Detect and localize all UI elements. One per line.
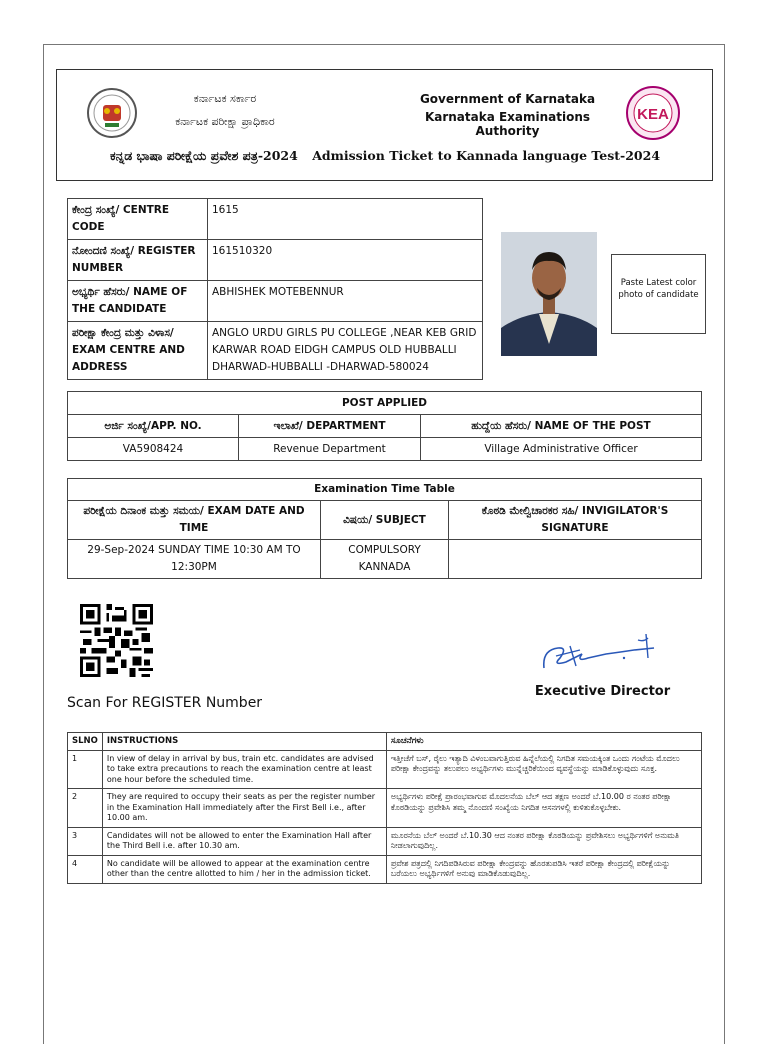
instruction-kannada: ಪ್ರವೇಶ ಪತ್ರದಲ್ಲಿ ನಿಗದಿಪಡಿಸಿರುವ ಪರೀಕ್ಷಾ ಕೇಂದ್ರವನ್ನು ಹೊರತುಪಡಿಸಿ ಇತರೆ ಪರೀಕ್ಷಾ ಕೇಂದ್ರದಲ್ಲಿ ಪರೀಕ್ಷೆಯನ್ನು ಬರೆಯಲು ಅಭ್ಯರ್ಥಿಗಳಿಗೆ ಅನುವು ಮಾಡಿಕೊಡುವುದಿಲ್ಲ. <box>386 855 701 883</box>
instructions-table <box>67 732 702 884</box>
exam-timetable-title: Examination Time Table <box>68 479 702 501</box>
instruction-english: No candidate will be allowed to appear at the examination centre other than the centre allotted to him / her in the admission ticket. <box>102 855 386 883</box>
table-row <box>68 501 702 540</box>
ticket-title-kannada: ಕನ್ನಡ ಭಾಷಾ ಪರೀಕ್ಷೆಯ ಪ್ರವೇಶ ಪತ್ರ-2024 <box>109 148 298 163</box>
exam-date-header: ಪರೀಕ್ಷೆಯ ದಿನಾಂಕ ಮತ್ತು ಸಮಯ/ EXAM DATE AND TIME <box>68 501 321 540</box>
instruction-number: 2 <box>68 789 103 828</box>
instruction-english: Candidates will not be allowed to enter the Examination Hall after the Third Bell i.e. after 10.30 am. <box>102 827 386 855</box>
centre-code-label: ಕೇಂದ್ರ ಸಂಖ್ಯೆ/ CENTRE CODE <box>68 199 208 240</box>
table-row <box>68 322 483 380</box>
post-applied-table <box>67 391 702 461</box>
qr-caption: Scan For REGISTER Number <box>67 695 263 711</box>
exam-timetable <box>67 478 702 579</box>
exam-centre-label: ಪರೀಕ್ಷಾ ಕೇಂದ್ರ ಮತ್ತು ವಿಳಾಸ/ EXAM CENTRE AND ADDRESS <box>68 322 208 380</box>
candidate-name-label: ಅಭ್ಯರ್ಥಿ ಹೆಸರು/ NAME OF THE CANDIDATE <box>68 281 208 322</box>
table-row <box>68 199 483 240</box>
table-row <box>68 540 702 579</box>
table-row <box>68 827 702 855</box>
ticket-title-english: Admission Ticket to Kannada language Test-2024 <box>312 148 661 163</box>
table-row <box>68 750 702 789</box>
exam-date-value: 29-Sep-2024 SUNDAY TIME 10:30 AM TO 12:30PM <box>68 540 321 579</box>
instructions-kannada-header: ಸೂಚನೆಗಳು <box>386 733 701 751</box>
instruction-kannada: ಅಭ್ಯರ್ಥಿಗಳು ಪರೀಕ್ಷೆ ಪ್ರಾರಂಭವಾಗುವ ಮೊದಲನೆಯ ಬೆಲ್ ಆದ ತಕ್ಷಣ ಅಂದರೆ ಬೆ.10.00 ರ ನಂತರ ಪರೀಕ್ಷಾ ಕೊಠಡಿಯನ್ನು ಪ್ರವೇಶಿಸಿ ತಮ್ಮ ನೊಂದಣಿ ಸಂಖ್ಯೆಯ ನಿಗದಿತ ಆಸನಗಳಲ್ಲಿ ಕುಳಿತುಕೊಳ್ಳಬೇಕು. <box>386 789 701 828</box>
instruction-english: They are required to occupy their seats as per the register number in the Examination Hall immediately after the First Bell i.e., after 10.00 am. <box>102 789 386 828</box>
table-row <box>68 855 702 883</box>
instruction-number: 1 <box>68 750 103 789</box>
instructions-header: INSTRUCTIONS <box>102 733 386 751</box>
app-no-value: VA5908424 <box>68 438 239 461</box>
government-seal-icon <box>86 87 138 139</box>
photo-placeholder: Paste Latest color photo of candidate <box>611 254 706 334</box>
exam-centre-value: ANGLO URDU GIRLS PU COLLEGE ,NEAR KEB GRID KARWAR ROAD EIDGH CAMPUS OLD HUBBALLI DHARWAD-HUBBALLI -DHARWAD-580024 <box>208 322 483 380</box>
post-name-value: Village Administrative Officer <box>421 438 702 461</box>
table-row <box>68 240 483 281</box>
table-row <box>68 415 702 438</box>
candidate-name-value: ABHISHEK MOTEBENNUR <box>208 281 483 322</box>
post-applied-title: POST APPLIED <box>68 392 702 415</box>
table-row <box>68 789 702 828</box>
kea-logo-text: KEA <box>637 106 669 123</box>
register-number-label: ನೋಂದಣಿ ಸಂಖ್ಯೆ/ REGISTER NUMBER <box>68 240 208 281</box>
candidate-photo <box>501 232 597 356</box>
instruction-english: In view of delay in arrival by bus, train etc. candidates are advised to take extra precautions to reach the examination centre at least one hour before the scheduled time. <box>102 750 386 789</box>
instruction-kannada: ಇತ್ತೀಚೆಗೆ ಬಸ್, ರೈಲು ಇತ್ಯಾದಿ ವಿಳಂಬವಾಗುತ್ತಿರುವ ಹಿನ್ನೆಲೆಯಲ್ಲಿ ನಿಗದಿತ ಸಮಯಕ್ಕಿಂತ ಒಂದು ಗಂಟೆಯ ಮೊದಲು ಪರೀಕ್ಷಾ ಕೇಂದ್ರವನ್ನು ತಲುಪಲು ಅಭ್ಯರ್ಥಿಗಳು ಮುನ್ನೆಚ್ಚರಿಕೆಯಿಂದ ವ್ಯವಸ್ಥೆಯನ್ನು ಮಾಡಿಕೊಳ್ಳುವುದು ಸೂಕ್ತ. <box>386 750 701 789</box>
department-header: ಇಲಾಖೆ/ DEPARTMENT <box>239 415 421 438</box>
header-government: Government of Karnataka <box>419 92 596 106</box>
header-kannada-government: ಕರ್ನಾಟಕ ಸರ್ಕಾರ <box>193 92 257 105</box>
subject-header: ವಿಷಯ/ SUBJECT <box>321 501 449 540</box>
signatory-title: Executive Director <box>534 684 671 699</box>
table-row <box>68 733 702 751</box>
app-no-header: ಅರ್ಜಿ ಸಂಖ್ಯೆ/APP. NO. <box>68 415 239 438</box>
instruction-number: 4 <box>68 855 103 883</box>
table-row <box>68 479 702 501</box>
header-kannada-authority: ಕರ್ನಾಟಕ ಪರೀಕ್ಷಾ ಪ್ರಾಧಿಕಾರ <box>175 115 275 128</box>
kea-logo-icon <box>625 85 681 141</box>
qr-code <box>80 604 153 677</box>
header-authority: Karnataka Examinations Authority <box>424 110 591 138</box>
centre-code-value: 1615 <box>208 199 483 240</box>
director-signature <box>536 628 661 676</box>
table-row <box>68 438 702 461</box>
slno-header: SLNO <box>68 733 103 751</box>
post-name-header: ಹುದ್ದೆಯ ಹೆಸರು/ NAME OF THE POST <box>421 415 702 438</box>
subject-value: COMPULSORY KANNADA <box>321 540 449 579</box>
department-value: Revenue Department <box>239 438 421 461</box>
candidate-details-table <box>67 198 483 380</box>
register-number-value: 161510320 <box>208 240 483 281</box>
table-row <box>68 281 483 322</box>
invigilator-header: ಕೊಠಡಿ ಮೇಲ್ವಿಚಾರಕರ ಸಹಿ/ INVIGILATOR'S SIGNATURE <box>449 501 702 540</box>
instruction-kannada: ಮೂರನೆಯ ಬೆಲ್ ಅಂದರೆ ಬೆ.10.30 ಆದ ನಂತರ ಪರೀಕ್ಷಾ ಕೊಠಡಿಯನ್ನು ಪ್ರವೇಶಿಸಲು ಅಭ್ಯರ್ಥಿಗಳಿಗೆ ಅನುಮತಿ ನೀಡಲಾಗುವುದಿಲ್ಲ. <box>386 827 701 855</box>
table-row <box>68 392 702 415</box>
ticket-title <box>60 148 710 164</box>
invigilator-signature-cell <box>449 540 702 579</box>
instruction-number: 3 <box>68 827 103 855</box>
